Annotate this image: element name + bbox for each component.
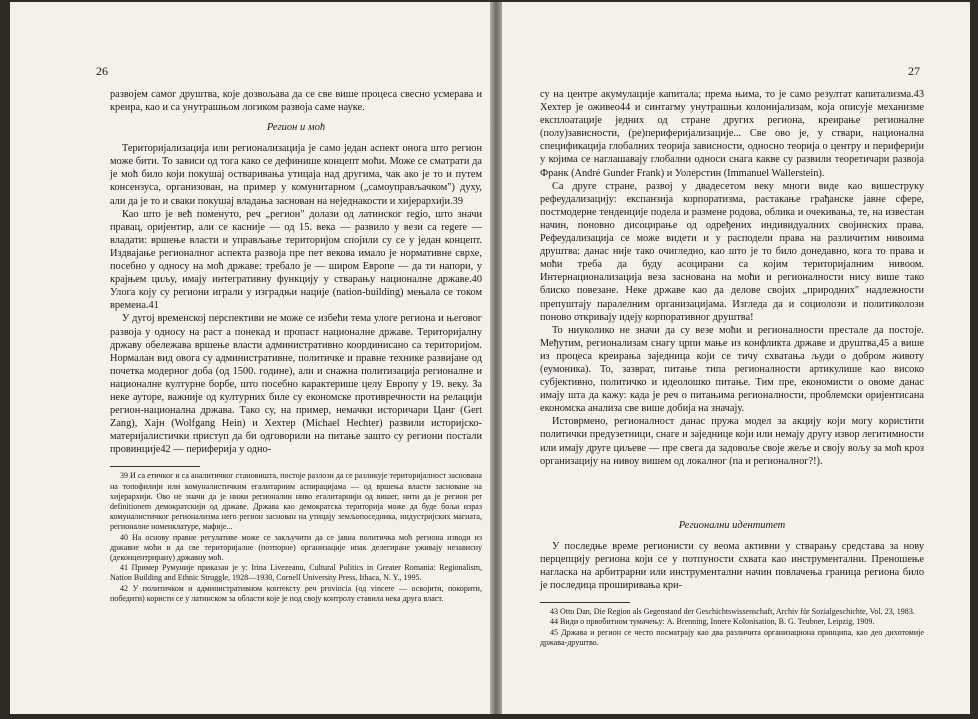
footnote: 44 Види о првобитном тумачењу: A. Brenning, Innere Kolonisation, B. G. Teubner, Leipzig, 1909. (550, 617, 875, 627)
section-heading: Регионални идентитет (678, 519, 786, 531)
paragraph: су на центре акумулације капитала; према њима, то је само резултат капитализма.43 Хехтер је оживео44 и синтагму унутрашњи колонијализам, која описује механизме експлоатације једних од стране других региона, креирање регионалне (полу)зависности, (ре)периферијализације... Све ово је, у ствари, национална спецификација глобалних теорија зависности, односно теорија о центру и периферији у којима се наглашавају глобални односи снага какве су развили теоретичари развоја Франк (André Gunder Frank) и Уолерстин (Immanuel Wallerstein). (540, 89, 924, 179)
footnote-divider (540, 602, 630, 603)
footnote: 42 У политичком и административном контексту реч provincia (од vincere — освојити, покорити, победити) користи се у латинском за области које је под своју контролу ставила нека друга власт. (110, 583, 482, 603)
footnote: 43 Otto Dan, Die Region als Gegenstand der Geschichtswissenschaft, Archiv für Sozialgeschichte, Vol. 23, 1983. (550, 607, 915, 617)
section-gap (540, 468, 924, 512)
footnote: 41 Пример Румуније приказан је у: Irina Livezeanu, Cultural Politics in Greater Romania: Regionalism, Nation Building and Ethnic Struggle, 1928—1930, Cornell University Press, Ithaca, N. Y., 1995. (110, 563, 482, 583)
section-heading: Регион и моћ (266, 122, 326, 134)
left-text-column (110, 88, 482, 604)
paragraph: развојем самог друштва, које дозвољава да се све више процеса свесно усмерава и креира, као и са унутрашњом логиком развоја саме науке. (110, 89, 482, 114)
footnote: 45 Држава и регион се често посматрају као два различита организациона принципа, као део дихотомије држава-друштво. (540, 627, 924, 647)
footnote: 39 И са етичког и са аналитичког становишта, постоје разлози да се разликује територијалност заснована на топофилији или комуналистичким егалитарним аспирацијама — од вршења власти засноване на хијерархији. Ово не значи да је нижи регионални ниво егалитарнији од вишег, нити да је регион per definitionem демократскији од државе. Држава као демократска територија може да буде бољи израз комуналистичког регионализма него регион заснован на утицају земљопоседника, индустријских магната, регионалне номенклатуре, мафије... (110, 471, 482, 532)
left-page (10, 2, 490, 714)
footnote: 40 На основу правне регулативе може се закључити да се јавна политичка моћ региона изводи из државне моћи и да све територијалне (потпорне) организације ипак делегиране уживају независну (деконцентрирану) државну моћ. (110, 532, 482, 563)
book-gutter (490, 2, 502, 714)
paragraph: Територијализација или регионализација је само један аспект онога што регион може бити. То зависи од тога како се дефинише концепт моћи. Може се сматрати да је моћ било који покушај остваривања утицаја над другима, чак ако је то и путем консензуса, организован, на пример у комунитарном („самоуправљачком") духу, али да је то и сваки покушај владања заснован на неједнакости и хијерархији.39 (110, 143, 482, 207)
right-page (502, 2, 970, 714)
page-number: 27 (908, 64, 920, 78)
paragraph: Као што је већ поменуто, реч „регион" долази од латинског regio, што значи правац, оријентир, али се касније — од 15. века — развило у вези са regere — владати: вршење власти и управљање територијом спојили су се у један концепт. Издвајање регионалног аспекта развоја пре пет векова имало је нормативне сврхе, посебно у односу на моћ државе: требало је — широм Европе — да ти напори, у крајњем циљу, имају интегративну функцију у стварању националне државе.40 Улога коју су региони играли у изградњи нације (nation-building) мењала се током времена.41 (110, 208, 482, 312)
right-text-column (540, 88, 924, 648)
paragraph: У дугој временској перспективи не може се избећи тема улоге региона и његовог развоја у односу на раст а понекад и пропаст националне државе. Територијалну државу обележава вршење власти административно координисано са територијом. Нормалан вид овога су административне, политичке и правне технике развијане од почетка модерног доба (од 1500. године), али и снажна политизација регионалне и националне културне борбе, што посебно карактерише целу Европу у 19. веку. За неке ауторе, важније од културних биле су економске противречности на релацији регион-национална држава. Тако су, на пример, немачки историчари Цанг (Gert Zang), Хајн (Wolfgang Hein) и Хехтер (Michael Hechter) развили историјско-материјалистички приступ да би одговорили на питање зашто су региони постали провинције42 — периферија у одно- (110, 313, 482, 456)
paragraph: Са друге стране, развој у двадесетом веку многи виде као вишеструку рефеудализацију: експанзија корпоратизма, растакање грађанске јавне сфере, постмодерне тенденције подела и размене родова, облика и очекивања, те, на известан начин, поновно дисоцирање од одређених индивидуалних својинских права. Рефеудализација се може видети и у расподели права на различитим нивоима друштва: данас није тако очигледно, као што је то било донедавно, кога то права и моћи треба да буду асоцирани са којим територијалним нивоом. Интернационализација веза заснована на моћи и регионалности нису више тако блиско повезане. Неке државе као да делове својих „природних" надлежности препуштају паралелним организацијама. Изгледа да и социолози и политиколози поново откривају идеју корпоративног друштва! (540, 180, 924, 323)
footnote-divider (110, 466, 200, 467)
paragraph: Истоврмено, регионалност данас пружа модел за акцију који могу користити политички предузетници, снаге и заједнице који или немају другу извор легитимности или имају друге циљеве — пре свега да задовоље своје жеље и своју вољу за моћ кроз организацију на нивоу вишем од локалног (па и регионалног?!). (540, 416, 924, 467)
page-number: 26 (96, 64, 108, 78)
paragraph: То ниуколико не значи да су везе моћи и регионалности престале да постоје. Међутим, регионализам снагу црпи мање из конфликта државе и друштва,45 а више из процеса креирања заједница који се тичу схватања људи о добром животу (еумоника). То, зазврат, питање типа регионалности артикулише као високо субјективно, политичко и идеолошко питање. Тим пре, економисти о овоме данас имају шта да кажу: када је реч о питањима регионалности, проблемски оријентисана економска анализа све више добија на значају. (540, 324, 924, 415)
paragraph: У последње време регионисти су веома активни у стварању средстава за нову перцепцију региона који се у потпуности схвата као инструментални. Преношење нагласка на арбитрарни или инструментални начин повлачења граница региона било је последица проширивања кри- (540, 540, 924, 591)
